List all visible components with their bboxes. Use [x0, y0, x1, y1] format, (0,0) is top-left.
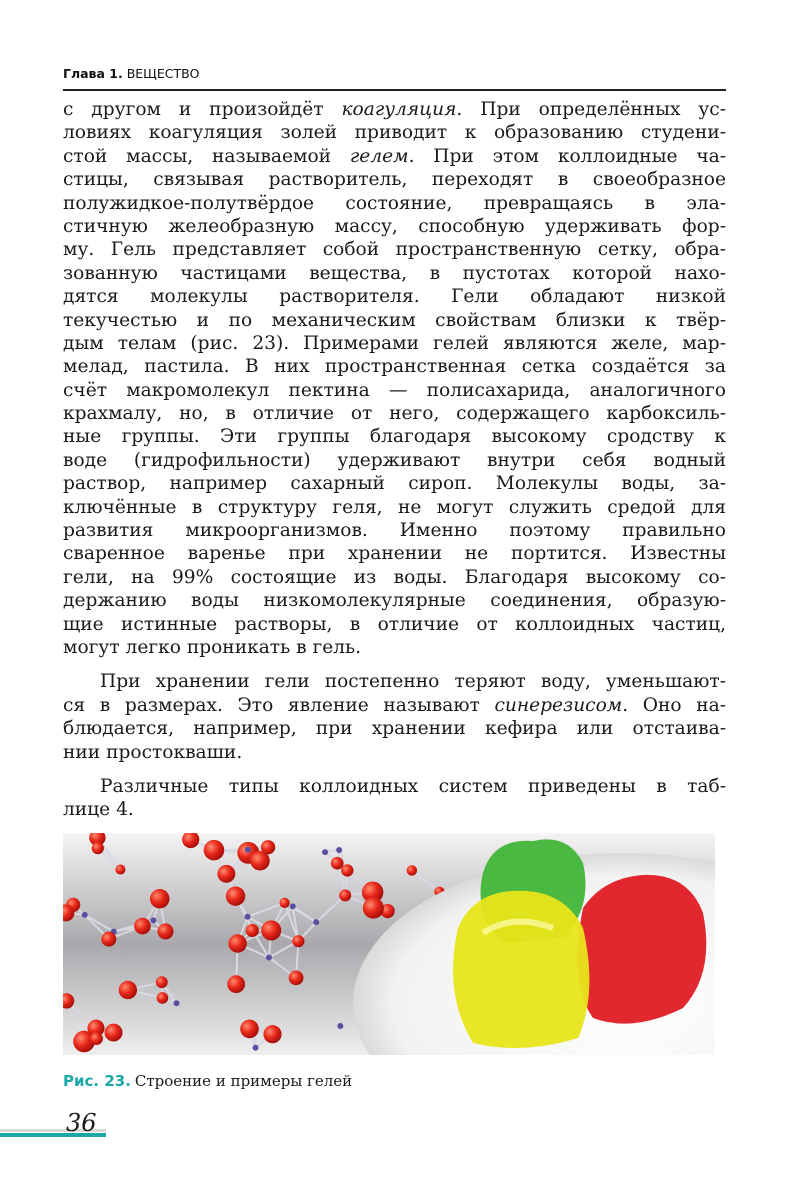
header-rule: [63, 89, 726, 91]
text-line: [63, 496, 726, 519]
page-number: 36: [66, 1109, 97, 1137]
text-run: гели, на 99% состоящие из воды. Благодаря высокому со-: [63, 566, 726, 588]
atom-red: [227, 975, 245, 993]
atom-red: [157, 923, 173, 939]
text-run: полужидкое-полутвёрдое состояние, превращаясь в эла-: [63, 192, 726, 214]
figure-label: Рис. 23.: [63, 1072, 131, 1090]
text-line: [63, 589, 726, 612]
text-run: держанию воды низкомолекулярные соединения, образую-: [63, 590, 726, 612]
atom-red: [261, 840, 275, 854]
text-line: [63, 425, 726, 448]
running-header: [63, 66, 200, 81]
atom-blue: [82, 912, 88, 918]
text-run: нии простокваши.: [63, 741, 243, 763]
atom-red: [263, 1025, 281, 1043]
text-run: лице 4.: [63, 799, 134, 821]
text-line: [63, 285, 726, 308]
text-run: . Оно на-: [622, 694, 727, 716]
paragraph: [63, 775, 726, 822]
text-line: [63, 402, 726, 425]
atom-blue: [266, 954, 272, 960]
text-run: блюдается, например, при хранении кефира или отстаива-: [63, 718, 726, 740]
atom-red: [280, 898, 290, 908]
text-line: [63, 238, 726, 261]
atom-blue: [253, 1045, 259, 1051]
text-line: [63, 145, 726, 168]
text-line: [63, 168, 726, 191]
paragraph: [63, 98, 726, 659]
atom-blue: [337, 1023, 343, 1029]
atom-red: [339, 889, 351, 901]
text-run: ся в размерах. Это явление называют: [63, 694, 495, 716]
red-jelly: [577, 875, 706, 1024]
text-line: [63, 192, 726, 215]
text-run: мелад, пастила. В них пространственная сетка создаётся за: [63, 356, 726, 378]
figure-caption-text: Строение и примеры гелей: [134, 1072, 353, 1090]
atom-red: [292, 935, 304, 947]
atom-red: [156, 976, 168, 988]
atom-blue: [150, 917, 156, 923]
atom-red: [228, 934, 246, 952]
text-line: [63, 332, 726, 355]
text-run: крахмалу, но, в отличие от него, содержащего карбоксиль-: [63, 403, 726, 425]
text-run: текучестью и по механическим свойствам близки к твёр-: [63, 309, 726, 331]
text-line: [63, 262, 726, 285]
text-line: [63, 542, 726, 565]
atom-red: [101, 932, 116, 947]
gel-illustration: [63, 833, 715, 1055]
text-line: [63, 215, 726, 238]
text-line: [63, 798, 726, 821]
atom-red: [226, 886, 245, 905]
text-run: При хранении гели постепенно теряют воду, уменьшают-: [100, 671, 726, 693]
text-line: [63, 472, 726, 495]
atom-red: [119, 981, 137, 999]
figure-caption: [63, 1072, 352, 1090]
text-line: [63, 741, 726, 764]
yellow-jelly: [453, 891, 589, 1048]
figure-gel-structure: [63, 833, 715, 1055]
atom-red: [157, 992, 169, 1004]
text-run: щие истинные растворы, в отличие от коллоидных частиц,: [63, 613, 726, 635]
atom-red: [105, 1024, 123, 1042]
atom-red: [341, 864, 353, 876]
atom-red: [150, 889, 169, 908]
text-run: с другом и произойдёт: [63, 99, 342, 120]
atom-red: [240, 1020, 259, 1039]
atom-red: [134, 918, 151, 935]
atom-red: [115, 865, 125, 875]
atom-blue: [245, 847, 251, 853]
atom-red: [407, 865, 417, 875]
chapter-number: Глава 1.: [63, 66, 123, 81]
italic-term: коагуляция: [341, 99, 457, 120]
atom-blue: [336, 847, 342, 853]
text-run: ловиях коагуляция золей приводит к образованию студени-: [63, 122, 726, 144]
text-run: сваренное варенье при хранении не портится. Известны: [63, 543, 726, 565]
text-run: могут легко проникать в гель.: [63, 636, 362, 658]
atom-blue: [313, 919, 319, 925]
italic-term: гелем: [349, 145, 409, 167]
text-line: [63, 309, 726, 332]
atom-red: [204, 840, 225, 861]
atom-red: [261, 920, 281, 940]
text-line: [63, 775, 726, 798]
text-line: [63, 717, 726, 740]
text-run: стичную желеобразную массу, способную удерживать фор-: [63, 215, 726, 237]
text-run: дым телам (рис. 23). Примерами гелей являются желе, мар-: [63, 332, 726, 354]
atom-blue: [322, 849, 328, 855]
text-run: ключённые в структуру геля, не могут служить средой для: [63, 496, 726, 518]
text-line: [63, 519, 726, 542]
chapter-title: ВЕЩЕСТВО: [126, 66, 200, 81]
text-run: стой массы, называемой: [63, 145, 350, 167]
text-line: [63, 449, 726, 472]
atom-red: [217, 865, 235, 883]
atom-red: [92, 842, 104, 854]
text-run: . При определённых ус-: [456, 99, 726, 120]
text-line: [63, 694, 726, 717]
text-run: ные группы. Эти группы благодаря высокому сродству к: [63, 426, 726, 448]
text-run: развития микроорганизмов. Именно поэтому правильно: [63, 520, 726, 542]
text-run: дятся молекулы растворителя. Гели обладают низкой: [63, 286, 726, 308]
text-line: [63, 379, 726, 402]
text-line: [63, 355, 726, 378]
text-line: [63, 566, 726, 589]
text-run: стицы, связывая растворитель, переходят в своеобразное: [63, 169, 726, 191]
text-line: [63, 98, 726, 121]
atom-red: [289, 970, 304, 985]
italic-term: синерезисом: [494, 694, 623, 716]
text-run: . При этом коллоидные ча-: [408, 145, 726, 167]
atom-red: [331, 857, 344, 870]
text-run: зованную частицами вещества, в пустотах которой нахо-: [63, 262, 726, 284]
text-run: счёт макромолекул пектина — полисахарида, аналогичного: [63, 379, 726, 401]
atom-blue: [174, 1000, 180, 1006]
text-line: [63, 613, 726, 636]
text-line: [63, 636, 726, 659]
atom-red: [363, 897, 384, 918]
atom-red: [90, 1032, 103, 1045]
atom-blue: [290, 903, 296, 909]
paragraph: [63, 670, 726, 764]
text-run: Различные типы коллоидных систем приведены в таб-: [100, 775, 726, 797]
atom-blue: [245, 914, 251, 920]
body-text: [63, 98, 726, 833]
text-line: [63, 670, 726, 693]
text-line: [63, 121, 726, 144]
text-run: му. Гель представляет собой пространственную сетку, обра-: [63, 239, 726, 261]
text-run: раствор, например сахарный сироп. Молекулы воды, за-: [63, 473, 726, 495]
atom-red: [246, 924, 259, 937]
text-run: воде (гидрофильности) удерживают внутри себя водный: [63, 449, 726, 471]
